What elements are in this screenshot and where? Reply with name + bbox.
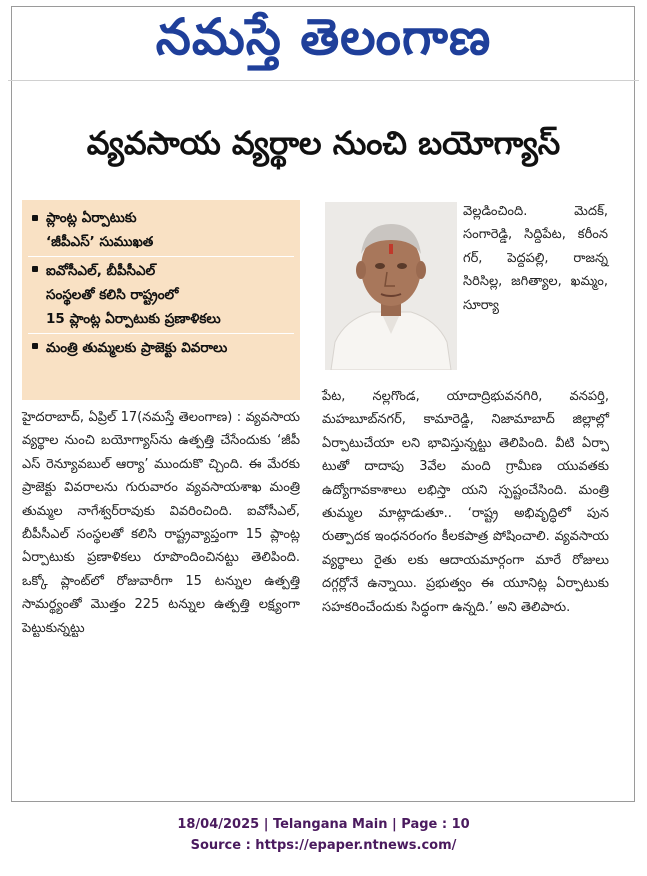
article-body-right-top: వెల్లడించింది. మెదక్, సంగారెడ్డి, సిద్దిపేట, కరీంన గర్, పెద్దపల్లి, రాజన్న సిరిసిల్ల, జగిత్యాల, ఖమ్మం, సూర్యా	[463, 204, 608, 313]
highlight-line: 15 ప్లాంట్ల ఏర్పాటుకు ప్రణాళికలు	[46, 311, 221, 327]
highlights-box	[22, 200, 300, 400]
page-footer	[0, 814, 647, 856]
masthead-divider	[8, 80, 639, 81]
masthead-title: నమస్తే తెలంగాణ	[155, 8, 492, 66]
highlight-line: సంస్థలతో కలిసి రాష్ట్రంలో	[46, 287, 179, 303]
highlight-line: ‘జీపీఎస్’ సుముఖత	[46, 234, 154, 250]
footer-edition-info: 18/04/2025 | Telangana Main | Page : 10	[177, 817, 470, 832]
article-headline: వ్యవసాయ వ్యర్థాల నుంచి బయోగ్యాస్	[86, 124, 561, 162]
highlight-item	[28, 333, 294, 360]
minister-photo	[325, 202, 457, 370]
highlight-line: ఐవోసీఎల్, బీపీసీఎల్	[46, 263, 156, 279]
bullet-icon	[32, 266, 38, 272]
highlight-line: మంత్రి తుమ్మలకు ప్రాజెక్టు వివరాలు	[46, 340, 228, 356]
highlight-item	[28, 206, 294, 254]
footer-source: Source : https://epaper.ntnews.com/	[190, 838, 457, 853]
bullet-icon	[32, 343, 38, 349]
highlight-line: ప్లాంట్ల ఏర్పాటుకు	[46, 210, 137, 226]
highlight-item	[28, 256, 294, 331]
article-body-left: హైదరాబాద్, ఏప్రిల్ 17(నమస్తే తెలంగాణ) : వ్యవసాయ వ్యర్థాల నుంచి బయోగ్యాస్‌ను ఉత్పత్తి చేసేందుకు ‘జీపీ ఎస్ రెన్యూవబుల్ ఆర్యా’ ముందుకొ చ్చింది. ఈ మేరకు ప్రాజెక్టు వివరాలను గురువారం వ్యవసాయశాఖ మంత్రి తుమ్మల నాగేశ్వర్‌రావుకు వివరించింది. ఐవోసీఎల్, బీపీసీఎల్ సంస్థలతో కలిసి రాష్ట్రవ్యాప్తంగా 15 ప్లాంట్ల ఏర్పాటుకు ప్రణాళికలు రూపొందించినట్టు తెలిపింది. ఒక్కో ప్లాంట్‌లో రోజువారీగా 15 టన్నుల ఉత్పత్తి సామర్థ్యంతో మొత్తం 225 టన్నుల ఉత్పత్తి లక్ష్యంగా పెట్టుకున్నట్టు	[22, 410, 300, 636]
portrait-image	[325, 202, 457, 370]
bullet-icon	[32, 215, 38, 221]
article-body-right: పేట, నల్లగొండ, యాదాద్రిభువనగిరి, వనపర్తి, మహబూబ్‌నగర్, కామారెడ్డి, నిజామాబాద్ జిల్లాల్లో ఏర్పాటుచేయా లని భావిస్తున్నట్టు తెలిపింది. వీటి ఏర్పా టుతో దాదాపు 3వేల మంది గ్రామీణ యువతకు ఉద్యోగావకాశాలు లభిస్తా యని స్పష్టంచేసింది. మంత్రి తుమ్మల మాట్లాడుతూ.. ‘రాష్ట్ర అభివృద్ధిలో పున రుత్పాదక ఇంధనరంగం కీలకపాత్ర పోషించాలి. వ్యవసాయ వ్యర్థాలు రైతు లకు ఆదాయమార్గంగా మారే రోజులు దగ్గర్లోనే ఉన్నాయి. ప్రభుత్వం ఈ యూనిట్ల ఏర్పాటుకు సహకరించేందుకు సిద్ధంగా ఉన్నది.’ అని తెలిపారు.	[322, 389, 609, 615]
